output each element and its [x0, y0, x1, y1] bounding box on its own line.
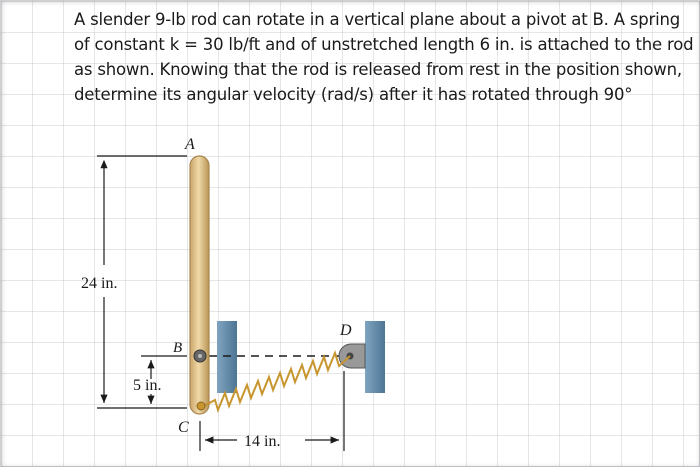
label-a: A — [185, 136, 195, 153]
label-d: D — [340, 322, 352, 339]
slender-rod — [190, 156, 209, 414]
label-b: B — [173, 340, 183, 356]
mechanics-figure — [1, 1, 700, 467]
problem-line-2: of constant k = 30 lb/ft and of unstretched length 6 in. is attached to the rod — [74, 35, 694, 54]
dim-height-label: 24 in. — [81, 275, 118, 292]
pin-c — [197, 402, 205, 410]
problem-line-4: determine its angular velocity (rad/s) after it has rotated through 90° — [74, 85, 633, 104]
dim-offset-label: 5 in. — [133, 377, 162, 394]
problem-line-3: as shown. Knowing that the rod is released from rest in the position shown, — [74, 60, 682, 79]
left-wall — [217, 321, 237, 393]
right-wall — [365, 321, 385, 393]
problem-line-1: A slender 9-lb rod can rotate in a vertical plane about a pivot at B. A spring — [74, 10, 681, 29]
pivot-b-center — [198, 354, 202, 358]
dim-horizontal-label: 14 in. — [244, 433, 281, 450]
label-c: C — [178, 419, 189, 436]
